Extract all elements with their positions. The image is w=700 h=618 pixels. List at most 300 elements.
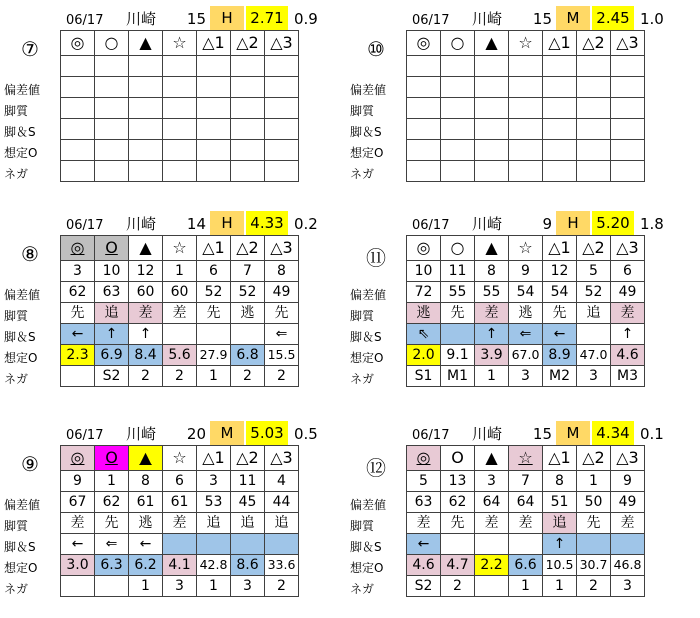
deviation-cell: 72 (407, 282, 441, 303)
deviation-cell (231, 77, 265, 98)
horse-number-cell: 6 (197, 261, 231, 282)
deviation-cell (265, 77, 299, 98)
mark-cell: ☆ (509, 446, 543, 471)
horse-number-cell: 7 (231, 261, 265, 282)
negative-cell: M2 (543, 366, 577, 387)
deviation-cell: 63 (95, 282, 129, 303)
running-style-cell (129, 98, 163, 119)
horse-table (406, 30, 645, 182)
deviation-cell: 62 (61, 282, 95, 303)
horse-number-cell (543, 56, 577, 77)
deviation-cell: 62 (441, 492, 475, 513)
row-label: 偏差値 (350, 288, 387, 302)
horse-number-cell: 6 (163, 471, 197, 492)
horse-number-cell: 4 (265, 471, 299, 492)
negative-cell: 2 (231, 366, 265, 387)
expected-odds-cell: 6.9 (95, 345, 129, 366)
row-label: ネガ (4, 167, 29, 181)
index-value: 4.34 (592, 421, 634, 445)
horse-table (60, 235, 299, 387)
secondary-value: 0.5 (294, 425, 318, 443)
deviation-cell: 44 (265, 492, 299, 513)
position-arrow-cell (129, 119, 163, 140)
position-arrow-cell: ↑ (543, 534, 577, 555)
mark-cell: △3 (265, 31, 299, 56)
position-arrow-cell (475, 534, 509, 555)
mark-cell: △2 (231, 446, 265, 471)
mark-cell: ◎ (61, 31, 95, 56)
kyakushitsu-row (61, 303, 299, 324)
negative-cell (543, 161, 577, 182)
running-style-cell: 差 (475, 303, 509, 324)
negative-cell: S2 (407, 576, 441, 597)
row-label: ネガ (350, 582, 375, 596)
horse-number-cell: 3 (197, 471, 231, 492)
horse-number-cell: 11 (441, 261, 475, 282)
position-arrow-cell: ↑ (475, 324, 509, 345)
expected-odds-cell: 6.2 (129, 555, 163, 576)
position-arrow-cell (265, 534, 299, 555)
race-number: ⑫ (366, 456, 386, 480)
race-venue: 川崎 (126, 10, 157, 28)
odds-row (61, 140, 299, 161)
horse-table (60, 445, 299, 597)
negative-cell: 3 (231, 576, 265, 597)
expected-odds-cell (231, 140, 265, 161)
mark-cell: △1 (543, 31, 577, 56)
deviation-cell: 67 (61, 492, 95, 513)
running-style-cell: 先 (265, 303, 299, 324)
expected-odds-cell (129, 140, 163, 161)
race-venue: 川崎 (472, 10, 503, 28)
horse-number-cell (129, 56, 163, 77)
negative-cell: 2 (163, 366, 197, 387)
mark-cell: ☆ (163, 31, 197, 56)
horse-number-cell: 9 (509, 261, 543, 282)
expected-odds-cell (95, 140, 129, 161)
nega-row (61, 576, 299, 597)
horse-number-cell: 8 (265, 261, 299, 282)
expected-odds-cell (577, 140, 611, 161)
horse-number-cell: 3 (475, 471, 509, 492)
deviation-cell (611, 77, 645, 98)
negative-cell: M1 (441, 366, 475, 387)
position-arrow-cell: ← (407, 534, 441, 555)
race-venue: 川崎 (472, 215, 503, 233)
secondary-value: 0.9 (294, 10, 318, 28)
deviation-cell: 51 (543, 492, 577, 513)
mark-cell: ☆ (509, 31, 543, 56)
horse-number-cell: 10 (95, 261, 129, 282)
expected-odds-cell (407, 140, 441, 161)
negative-cell (95, 161, 129, 182)
position-arrow-cell (265, 119, 299, 140)
negative-cell: 1 (129, 576, 163, 597)
runner-count: 14 (186, 215, 206, 233)
position-arrow-cell: ← (61, 324, 95, 345)
negative-cell (129, 161, 163, 182)
position-arrow-cell (197, 534, 231, 555)
horse-number-cell (407, 56, 441, 77)
hensa-row (407, 492, 645, 513)
negative-cell (509, 161, 543, 182)
negative-cell (61, 366, 95, 387)
running-style-cell (163, 98, 197, 119)
running-style-cell: 差 (163, 303, 197, 324)
horse-number-cell (95, 56, 129, 77)
running-style-cell (407, 98, 441, 119)
runner-count: 9 (542, 215, 552, 233)
hensa-row (61, 77, 299, 98)
odds-row (407, 140, 645, 161)
expected-odds-cell: 3.0 (61, 555, 95, 576)
nega-row (61, 366, 299, 387)
negative-cell: 3 (577, 366, 611, 387)
expected-odds-cell (611, 140, 645, 161)
running-style-cell (197, 98, 231, 119)
position-arrow-cell (197, 119, 231, 140)
runner-count: 15 (186, 10, 206, 28)
grade-badge: M (210, 421, 244, 445)
running-style-cell: 先 (441, 303, 475, 324)
negative-cell (611, 161, 645, 182)
running-style-cell: 追 (577, 303, 611, 324)
position-arrow-cell (509, 534, 543, 555)
kyakushitsu-row (61, 513, 299, 534)
negative-cell (475, 576, 509, 597)
nega-row (61, 161, 299, 182)
expected-odds-cell: 46.8 (611, 555, 645, 576)
horse-number-cell (163, 56, 197, 77)
position-arrow-cell: ↑ (95, 324, 129, 345)
negative-cell (163, 161, 197, 182)
negative-cell (197, 161, 231, 182)
deviation-cell (475, 77, 509, 98)
row-label: 脚質 (4, 104, 29, 118)
horse-table (406, 235, 645, 387)
negative-cell: 2 (265, 576, 299, 597)
position-arrow-cell (407, 119, 441, 140)
secondary-value: 0.2 (294, 215, 318, 233)
position-arrow-cell: ← (129, 534, 163, 555)
race-date: 06/17 (412, 218, 450, 233)
mark-cell: ◎ (61, 446, 95, 471)
position-arrow-cell (441, 534, 475, 555)
expected-odds-cell: 2.3 (61, 345, 95, 366)
grade-badge: H (556, 211, 590, 235)
race-header (404, 6, 700, 30)
numbers-row (407, 56, 645, 77)
arrows-row (61, 119, 299, 140)
race-date: 06/17 (66, 218, 104, 233)
mark-cell: △3 (265, 446, 299, 471)
horse-number-cell (231, 56, 265, 77)
race-date: 06/17 (66, 428, 104, 443)
negative-cell: 3 (611, 576, 645, 597)
horse-number-cell: 9 (61, 471, 95, 492)
position-arrow-cell (231, 534, 265, 555)
row-label: 想定O (4, 351, 38, 365)
expected-odds-cell (61, 140, 95, 161)
mark-cell: ○ (441, 31, 475, 56)
deviation-cell: 45 (231, 492, 265, 513)
row-label: 脚質 (350, 519, 375, 533)
horse-number-cell (197, 56, 231, 77)
mark-cell: △1 (543, 446, 577, 471)
running-style-cell (441, 98, 475, 119)
running-style-cell: 逃 (129, 513, 163, 534)
expected-odds-cell: 4.7 (441, 555, 475, 576)
mark-cell: ▲ (475, 446, 509, 471)
secondary-value: 1.0 (640, 10, 664, 28)
row-label: 想定O (4, 146, 38, 160)
race-number: ⑩ (367, 37, 385, 61)
position-arrow-cell (441, 119, 475, 140)
arrows-row (61, 534, 299, 555)
hensa-row (407, 282, 645, 303)
horse-number-cell: 7 (509, 471, 543, 492)
deviation-cell (129, 77, 163, 98)
row-label: 脚質 (4, 309, 29, 323)
mark-cell: ▲ (475, 236, 509, 261)
negative-cell (231, 161, 265, 182)
mark-cell: O (95, 446, 129, 471)
horse-number-cell: 11 (231, 471, 265, 492)
horse-number-cell: 8 (129, 471, 163, 492)
negative-cell: 1 (543, 576, 577, 597)
expected-odds-cell (475, 140, 509, 161)
mark-cell: △2 (577, 446, 611, 471)
nega-row (407, 161, 645, 182)
mark-cell: △2 (231, 236, 265, 261)
negative-cell: 2 (129, 366, 163, 387)
horse-number-cell (577, 56, 611, 77)
mark-cell: ☆ (509, 236, 543, 261)
row-label: 偏差値 (4, 498, 41, 512)
deviation-cell: 62 (95, 492, 129, 513)
expected-odds-cell: 6.6 (509, 555, 543, 576)
kyakushitsu-row (407, 513, 645, 534)
odds-row (407, 345, 645, 366)
negative-cell: 1 (197, 366, 231, 387)
expected-odds-cell: 6.8 (231, 345, 265, 366)
race-venue: 川崎 (126, 215, 157, 233)
running-style-cell (95, 98, 129, 119)
kyakushitsu-row (407, 303, 645, 324)
negative-cell (407, 161, 441, 182)
mark-cell: △1 (197, 446, 231, 471)
deviation-cell: 49 (611, 492, 645, 513)
mark-cell: O (95, 236, 129, 261)
horse-number-cell (441, 56, 475, 77)
running-style-cell (611, 98, 645, 119)
mark-cell: ○ (95, 31, 129, 56)
deviation-cell: 50 (577, 492, 611, 513)
odds-row (61, 345, 299, 366)
position-arrow-cell (231, 119, 265, 140)
running-style-cell: 先 (197, 303, 231, 324)
position-arrow-cell (231, 324, 265, 345)
mark-cell: ◎ (407, 31, 441, 56)
race-number: ⑧ (21, 242, 39, 266)
runner-count: 15 (532, 425, 552, 443)
running-style-cell: 追 (543, 513, 577, 534)
marks-row (407, 236, 645, 261)
expected-odds-cell (509, 140, 543, 161)
horse-number-cell: 8 (543, 471, 577, 492)
deviation-cell (163, 77, 197, 98)
horse-number-cell: 1 (95, 471, 129, 492)
row-label: ネガ (4, 582, 29, 596)
horse-number-cell (61, 56, 95, 77)
running-style-cell: 先 (577, 513, 611, 534)
horse-table (60, 30, 299, 182)
position-arrow-cell (611, 534, 645, 555)
mark-cell: △2 (577, 236, 611, 261)
negative-cell: 2 (265, 366, 299, 387)
mark-cell: ▲ (129, 236, 163, 261)
position-arrow-cell: ⇐ (509, 324, 543, 345)
expected-odds-cell (543, 140, 577, 161)
grade-badge: M (556, 6, 590, 30)
deviation-cell: 49 (611, 282, 645, 303)
horse-number-cell: 12 (129, 261, 163, 282)
running-style-cell: 先 (61, 303, 95, 324)
running-style-cell: 差 (611, 513, 645, 534)
mark-cell: △2 (577, 31, 611, 56)
position-arrow-cell (163, 534, 197, 555)
race-venue: 川崎 (126, 425, 157, 443)
horse-number-cell (265, 56, 299, 77)
horse-number-cell: 12 (543, 261, 577, 282)
row-label: 偏差値 (4, 288, 41, 302)
mark-cell: △1 (197, 236, 231, 261)
row-label: 想定O (4, 561, 38, 575)
deviation-cell (509, 77, 543, 98)
negative-cell: 2 (577, 576, 611, 597)
secondary-value: 1.8 (640, 215, 664, 233)
secondary-value: 0.1 (640, 425, 664, 443)
negative-cell (577, 161, 611, 182)
deviation-cell (577, 77, 611, 98)
running-style-cell (543, 98, 577, 119)
row-label: 脚質 (350, 309, 375, 323)
mark-cell: ☆ (163, 446, 197, 471)
deviation-cell (441, 77, 475, 98)
running-style-cell: 差 (611, 303, 645, 324)
negative-cell (95, 576, 129, 597)
position-arrow-cell: ← (61, 534, 95, 555)
position-arrow-cell: ↑ (129, 324, 163, 345)
odds-row (61, 555, 299, 576)
grade-badge: M (556, 421, 590, 445)
mark-cell: O (441, 446, 475, 471)
running-style-cell (61, 98, 95, 119)
index-value: 2.71 (246, 6, 288, 30)
expected-odds-cell: 4.1 (163, 555, 197, 576)
mark-cell: ◎ (407, 236, 441, 261)
deviation-cell: 52 (231, 282, 265, 303)
numbers-row (61, 56, 299, 77)
marks-row (61, 236, 299, 261)
race-header (58, 211, 354, 235)
running-style-cell: 差 (509, 513, 543, 534)
numbers-row (61, 471, 299, 492)
race-header (58, 6, 354, 30)
negative-cell: 1 (197, 576, 231, 597)
mark-cell: △3 (611, 236, 645, 261)
running-style-cell: 先 (543, 303, 577, 324)
numbers-row (407, 471, 645, 492)
race-venue: 川崎 (472, 425, 503, 443)
row-label: 脚質 (4, 519, 29, 533)
horse-number-cell (509, 56, 543, 77)
horse-number-cell: 3 (61, 261, 95, 282)
position-arrow-cell (163, 119, 197, 140)
deviation-cell: 53 (197, 492, 231, 513)
expected-odds-cell: 27.9 (197, 345, 231, 366)
mark-cell: ◎ (407, 446, 441, 471)
mark-cell: △2 (231, 31, 265, 56)
negative-cell: 2 (441, 576, 475, 597)
horse-number-cell: 10 (407, 261, 441, 282)
horse-number-cell: 9 (611, 471, 645, 492)
row-label: 脚質 (350, 104, 375, 118)
grade-badge: H (210, 211, 244, 235)
position-arrow-cell (163, 324, 197, 345)
running-style-cell: 先 (441, 513, 475, 534)
mark-cell: △1 (543, 236, 577, 261)
deviation-cell: 60 (163, 282, 197, 303)
position-arrow-cell (577, 119, 611, 140)
numbers-row (61, 261, 299, 282)
arrows-row (407, 119, 645, 140)
negative-cell (475, 161, 509, 182)
running-style-cell: 逃 (407, 303, 441, 324)
position-arrow-cell (611, 119, 645, 140)
position-arrow-cell (509, 119, 543, 140)
horse-number-cell: 5 (407, 471, 441, 492)
running-style-cell: 追 (95, 303, 129, 324)
horse-number-cell (475, 56, 509, 77)
running-style-cell: 逃 (509, 303, 543, 324)
row-label: 想定O (350, 351, 384, 365)
negative-cell: 3 (509, 366, 543, 387)
expected-odds-cell: 67.0 (509, 345, 543, 366)
row-label: 偏差値 (350, 83, 387, 97)
deviation-cell: 55 (475, 282, 509, 303)
position-arrow-cell (197, 324, 231, 345)
negative-cell: M3 (611, 366, 645, 387)
negative-cell: S1 (407, 366, 441, 387)
position-arrow-cell: ← (543, 324, 577, 345)
expected-odds-cell: 8.4 (129, 345, 163, 366)
position-arrow-cell: ⇐ (265, 324, 299, 345)
mark-cell: △3 (611, 446, 645, 471)
running-style-cell: 追 (265, 513, 299, 534)
position-arrow-cell (577, 534, 611, 555)
expected-odds-cell: 47.0 (577, 345, 611, 366)
position-arrow-cell: ↑ (611, 324, 645, 345)
row-label: 脚＆S (4, 125, 36, 139)
deviation-cell (95, 77, 129, 98)
race-header (58, 421, 354, 445)
nega-row (407, 576, 645, 597)
race-header (404, 211, 700, 235)
deviation-cell: 52 (577, 282, 611, 303)
expected-odds-cell (197, 140, 231, 161)
deviation-cell: 64 (475, 492, 509, 513)
